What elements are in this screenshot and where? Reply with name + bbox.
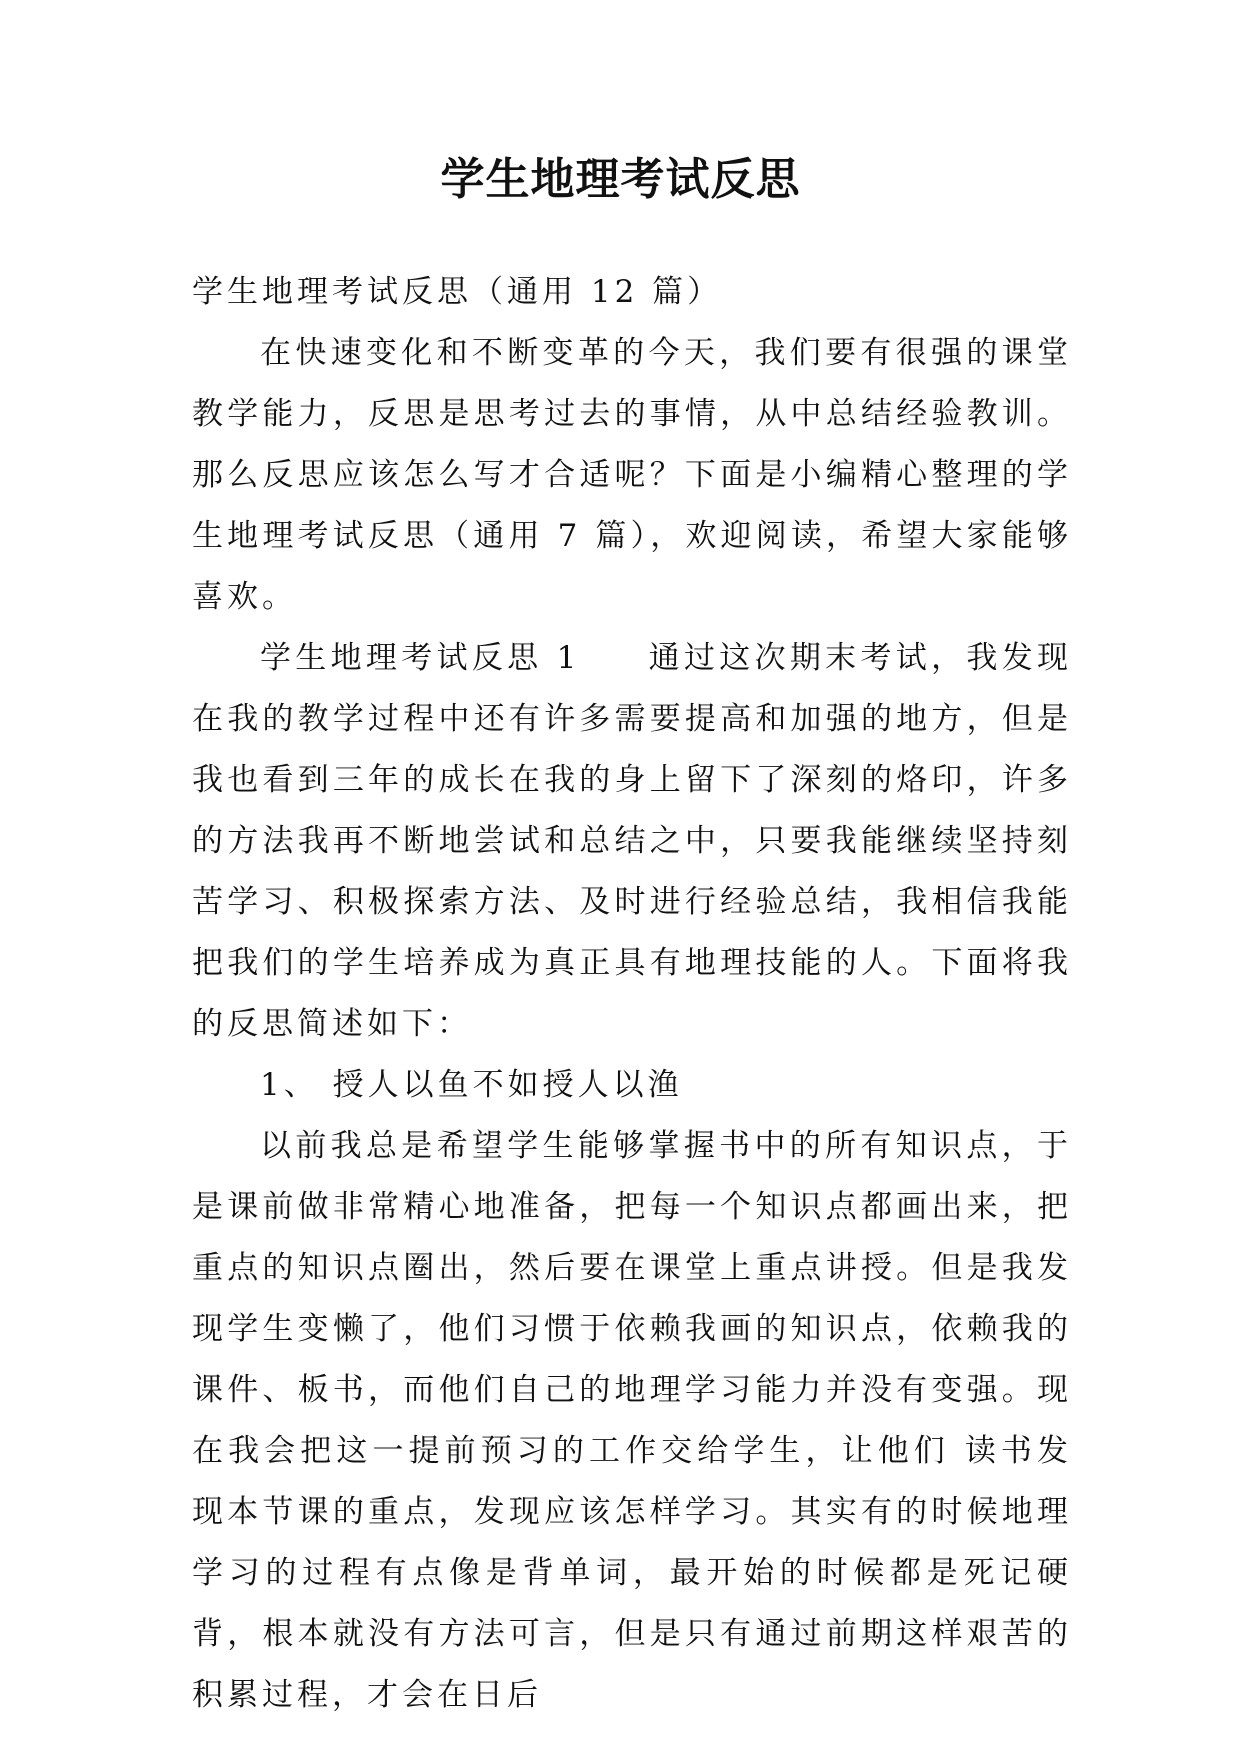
section-1-paragraph bbox=[192, 628, 1072, 1055]
document-title: 学生地理考试反思 bbox=[440, 154, 801, 205]
document-body bbox=[192, 262, 1072, 1726]
document-subtitle: 学生地理考试反思（通用 12 篇） bbox=[192, 274, 723, 310]
section-1-heading: 学生地理考试反思 1 bbox=[260, 640, 581, 676]
section-1-text: 通过这次期末考试，我发现在我的教学过程中还有许多需要提高和加强的地方，但是我也看到三年的成长在我的身上留下了深刻的烙印，许多的方法我再不断地尝试和总结之中，只要我能继续坚持刻苦学习、积极探索方法、及时进行经验总结，我相信我能把我们的学生培养成为真正具有地理技能的人。下面将我的反思简述如下： bbox=[192, 640, 1073, 1042]
point-1-paragraph: 以前我总是希望学生能够掌握书中的所有知识点，于是课前做非常精心地准备，把每一个知识点都画出来，把重点的知识点圈出，然后要在课堂上重点讲授。但是我发现学生变懒了，他们习惯于依赖我画的知识点，依赖我的课件、板书，而他们自己的地理学习能力并没有变强。现在我会把这一提前预习的工作交给学生，让他们 读书发现本节课的重点，发现应该怎样学习。其实有的时候地理学习的过程有点像是背单词，最开始的时候都是死记硬背，根本就没有方法可言，但是只有通过前期这样艰苦的积累过程，才会在日后 bbox=[192, 1128, 1072, 1713]
intro-paragraph: 在快速变化和不断变革的今天，我们要有很强的课堂教学能力，反思是思考过去的事情，从中总结经验教训。那么反思应该怎么写才合适呢？下面是小编精心整理的学生地理考试反思（通用 7 篇），欢迎阅读，希望大家能够喜欢。 bbox=[192, 335, 1072, 615]
point-1-heading: 1、 授人以鱼不如授人以渔 bbox=[260, 1067, 683, 1103]
